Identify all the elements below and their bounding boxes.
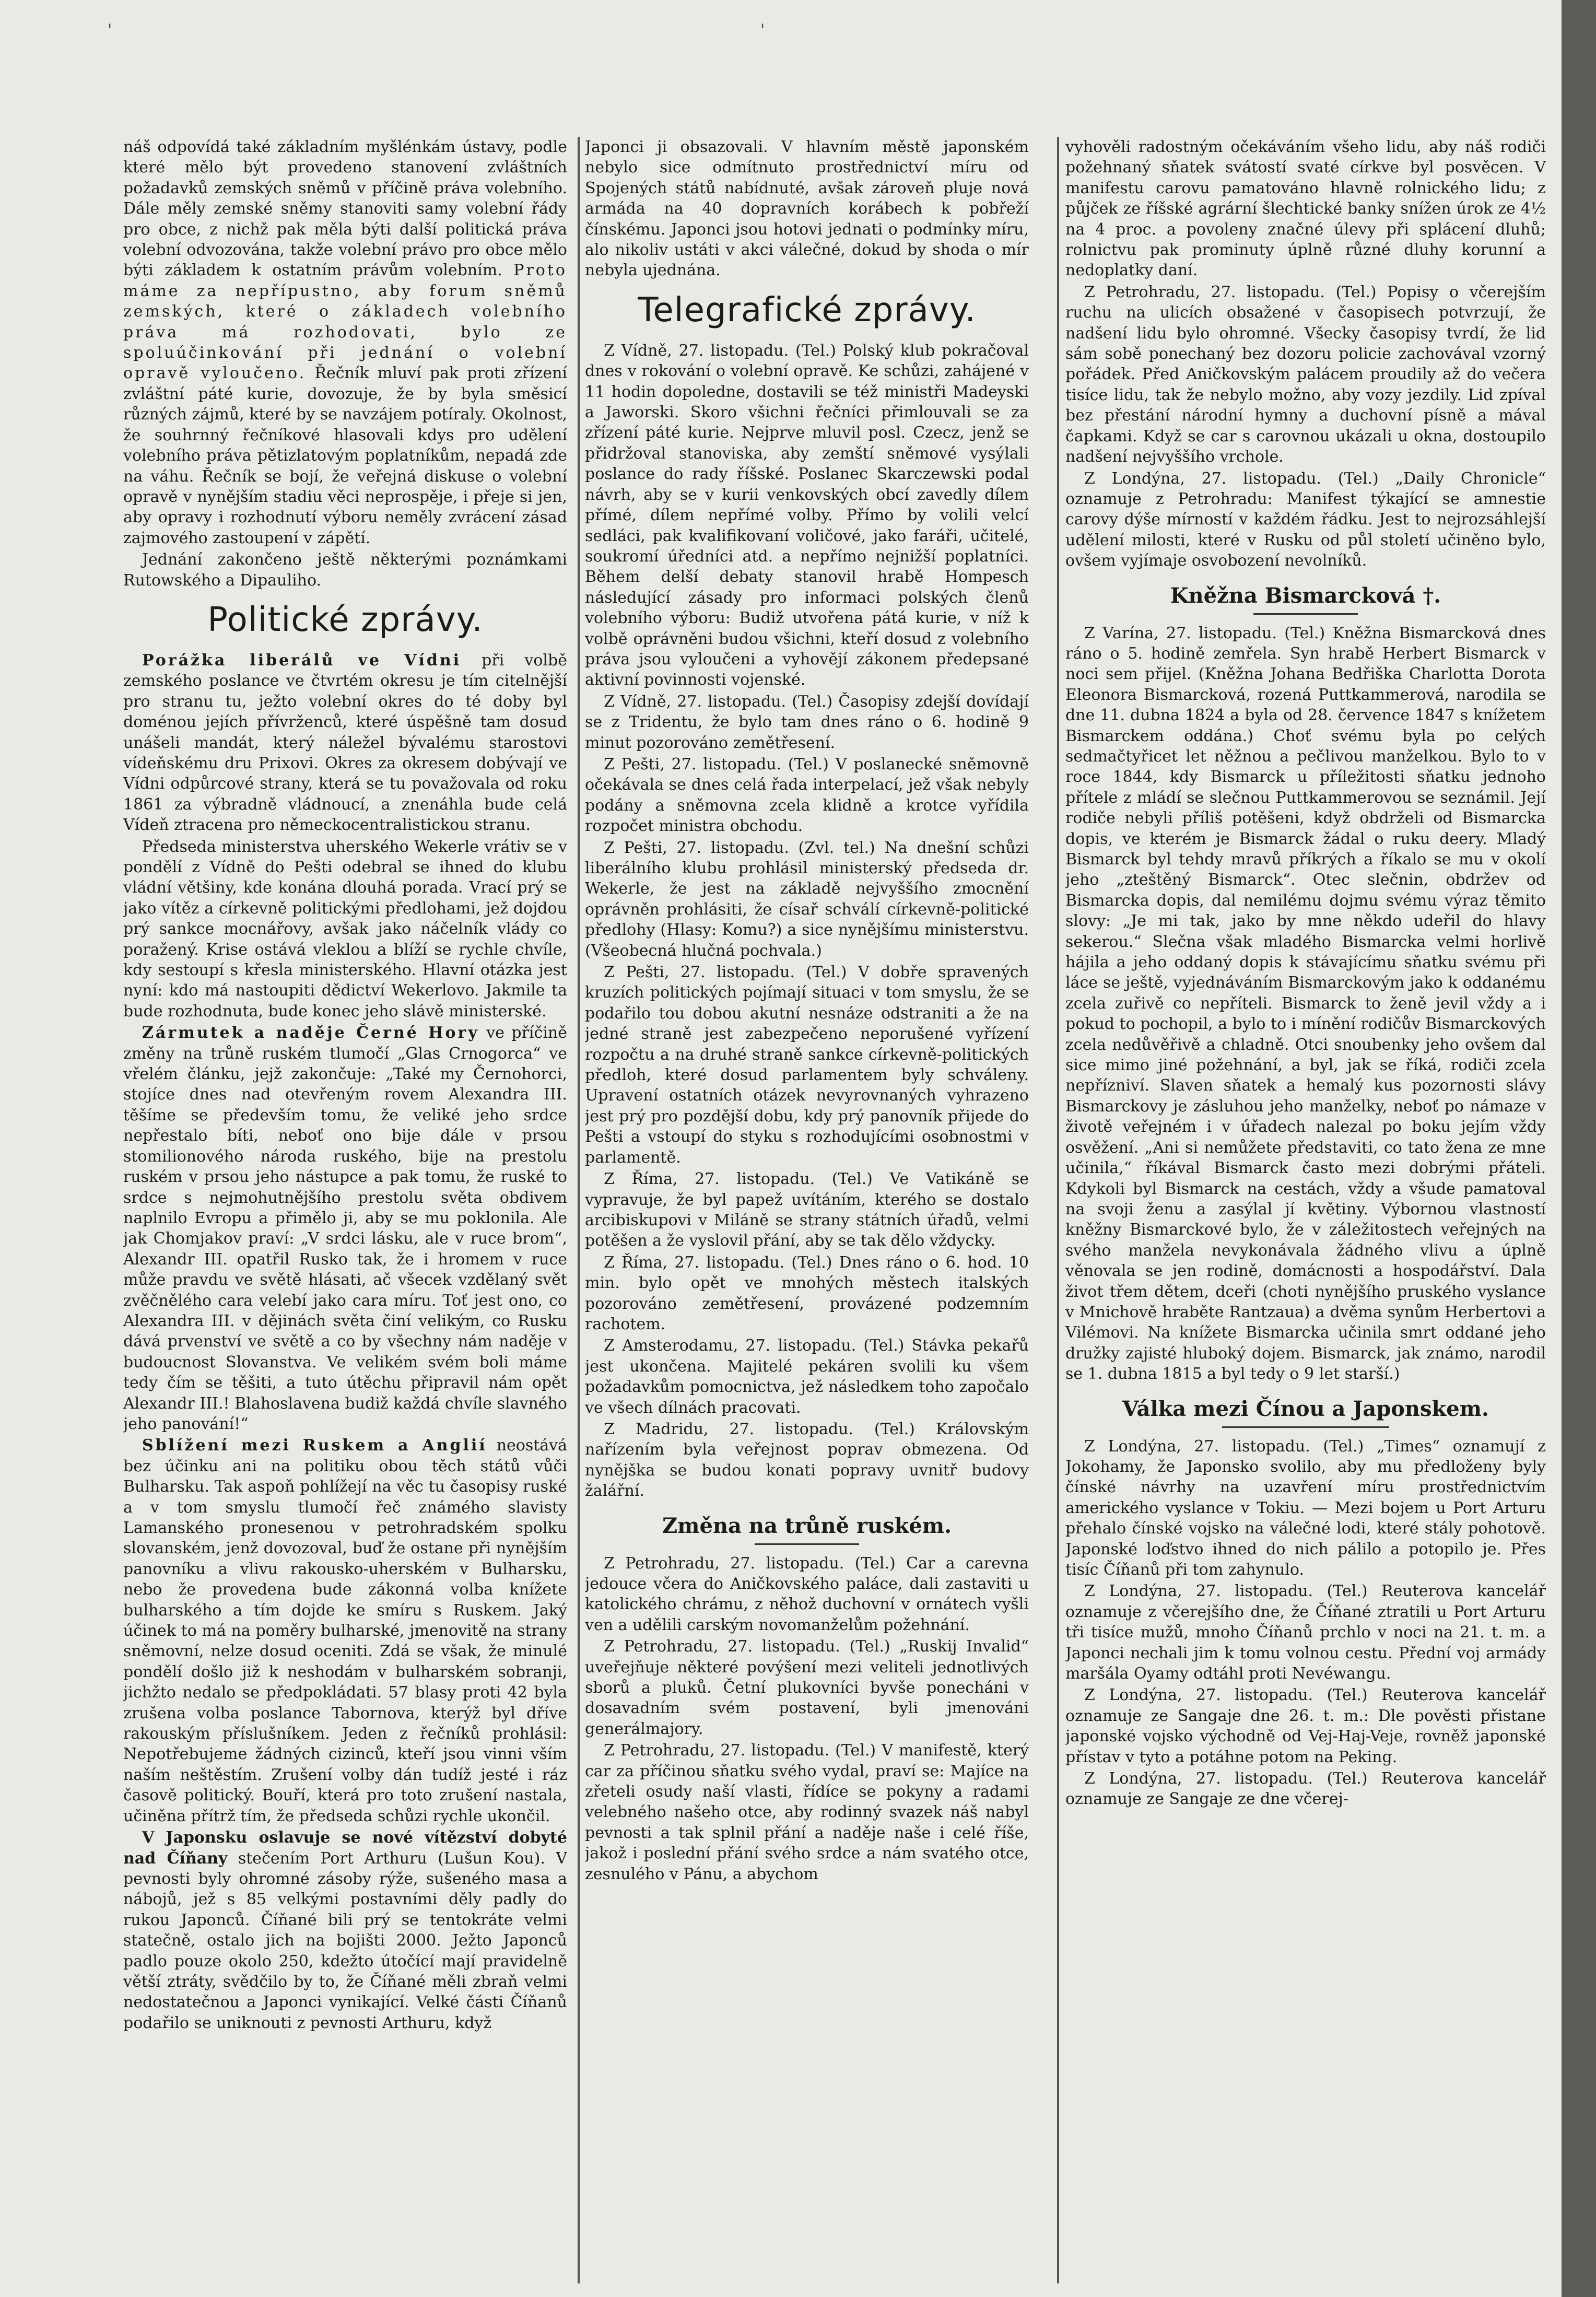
telegram-item: Z Madridu, 27. listopadu. (Tel.) Královským nařízením byla veřejnost poprav obmezena. Od nynějška se budou konati popravy uvnitř budovy žalářní. (585, 1420, 1029, 1501)
telegram-item: Z Petrohradu, 27. listopadu. (Tel.) „Ruskij Invalid“ uveřejňuje některé povýšení mezi veliteli jednotlivých sborů a pluků. Četní plukovníci byvše ponecháni v dosavadním svém postavení, byli jmenováni generálmajory. (585, 1637, 1029, 1738)
section-heading-valka: Válka mezi Čínou a Japonskem. (1122, 1396, 1489, 1421)
paragraph-text: ve příčině změny na trůně ruském tlumočí „Glas Crnogorca“ ve vřelém článku, jejž zakončuje: „Také my Černohorci, stojíce dnes nad otevřeným rovem Alexandra III. těšíme se především tomu, že veliké jeho srdce nepřestalo bíti, neboť ono bije dále v prsou stomilionového národa ruského, bije na prestolu ruském v prsou jeho nástupce a pak tomu, že ruské to srdce s nejmohutnějšího prestolu světa obdivem naplnilo Evropu a přimělo ji, aby se mu poklonila. Ale jak Chomjakov praví: „V srdci lásku, ale v ruce brom“, Alexandr III. opatřil Rusko tak, že i hromem v ruce může pravdu ve světě hlásati, ač všecek vzdělaný svět zvěčnělého cara velebí jako cara míru. Toť jest ono, co Alexandra III. v dějinách světa činí velikým, co Rusku dává prvenství ve světě a co by všechny nám naděje v budoucnost Slovanstva. Ve velikém svém boli máme tedy čím se těšiti, a tuto útěchu připravil nám opět Alexandr III.! Blahoslavena budiž každá chvíle slavného jeho panování!“ (123, 1024, 567, 1433)
article-paragraph (123, 1023, 567, 1434)
paragraph-text: Řečník mluví pak proti zřízení zvláštní páté kurie, dovozuje, že by byla směsicí různých zájmů, které by se navzájem potíraly. Okolnost, že souhrnný řečníkové hlasovali kdys pro udělení volebního práva pětizlatovým poplatníkům, nepadá zde na váhu. Řečník se bojí, že veřejná diskuse o volební opravě v nynějším stadiu věci neprospěje, i přeje si jen, aby opravy i rozhodnutí výboru neměly zvrácení zásad zajmového zastoupení v zápětí. (123, 364, 567, 547)
section-heading-telegraficke-zpravy: Telegrafické zprávy. (638, 290, 976, 330)
section-heading-zmena-na-trune: Změna na trůně ruském. (662, 1513, 952, 1538)
corner-mark-center: ' (760, 21, 765, 39)
article-paragraph: Japonci ji obsazovali. V hlavním městě japonském nebylo sice odmítnuto prostřednictví míru od Spojených států nabídnuté, avšak zároveň pluje nová armáda na 40 dopravních korábech k pobřeží čínskému. Japonci jsou hotovi jednati o podmínky míru, alo nikoliv ustáti v akci válečné, dokud by shoda o mír nebyla ujednána. (585, 138, 1029, 280)
paragraph-text: náš odpovídá také základním myšlénkám ústavy, podle které mělo být provedeno stanovení zvláštních požadavků zemských sněmů v příčině práva volebního. Dále měly zemské sněmy stanoviti samy volební řády pro obce, z nichž pak měla býti další politická práva volební odvozována, takže volební právo pro obce mělo býti základem k ostatním právům volebním. (123, 138, 567, 280)
article-paragraph: Předseda ministerstva uherského Wekerle vrátiv se v pondělí z Vídně do Pešti odebral se ihned do klubu vládní většiny, kde konána dlouhá porada. Vrací prý se jako vítěz a církevně politickými předlohami, jež dojdou prý sankce mocnářovy, avšak jako náčelník vlády co poražený. Krise ostává vleklou a blíží se rychle chvíle, kdy sestoupí s křesla ministerského. Hlavní otázka jest nyní: kdo má nastoupiti dědictví Wekerlovo. Jakmile ta bude rozhodnuta, bude konec jeho slávě ministerské. (123, 837, 567, 1021)
article-paragraph (123, 650, 567, 836)
telegram-item: Z Říma, 27. listopadu. (Tel.) Ve Vatikáně se vypravuje, že byl papež uvítáním, kterého se dostalo arcibiskupovi v Miláně se strany státních úřadů, velmi potěšen a že vyslovil přání, aby se tak dělo vždycky. (585, 1170, 1029, 1250)
section-heading-politicke-zpravy: Politické zprávy. (207, 600, 483, 639)
telegram-item: Z Petrohradu, 27. listopadu. (Tel.) Popisy o včerejším ruchu na ulicích obsažené v časopisech potvrzují, že nadšení lidu bylo ohromné. Všecky časopisy tvrdí, že lid sám sobě ponechaný bez dozoru policie zachovával vzorný pořádek. Před Aničkovským palácem proudily až do večera tisíce lidu, tak že nebylo možno, aby vozy jezdily. Lid zpíval bez přestání národní hymny a duchovní písně a mával čapkami. Když se car s carovnou ukázali u okna, dostoupilo nadšení nejvyššího vrchole. (1065, 283, 1546, 466)
article-paragraph: Jednání zakončeno ještě některými poznámkami Rutowského a Dipauliho. (123, 550, 567, 590)
telegram-item: Z Říma, 27. listopadu. (Tel.) Dnes ráno o 6. hod. 10 min. bylo opět ve mnohých městech italských pozorováno zemětřesení, provázené podzemním rachotem. (585, 1253, 1029, 1333)
heading-underline (1253, 613, 1358, 615)
column-3 (1065, 137, 1546, 2278)
paragraph-lead: Porážka liberálů ve Vídni (142, 651, 462, 670)
page-edge-shadow (1562, 0, 1596, 2297)
telegram-item: Z Londýna, 27. listopadu. (Tel.) „Times“ oznamují z Jokohamy, že Japonsko svolilo, aby mu předloženy byly čínské návrhy na uzavření míru prostřednictvím amerického vyslance v Tokiu. — Mezi bojem u Port Arturu přehalo čínské vojsko na válečné lodi, které stály pohotově. Japonské loďstvo ihned do nich pálilo a potopilo je. Přes tisíc Číňanů při tom zahynulo. (1065, 1437, 1546, 1579)
telegram-item: Z Pešti, 27. listopadu. (Tel.) V dobře spravených kruzích politických pojímají situaci v tom smyslu, že se podařilo tou dobou akutní nesnáze odstraniti a že na jedné straně jest zabezpečeno neporušené vyřízení rozpočtu a na druhé straně sankce církevně-politických předloh, které dosud parlamentem byly schváleny. Upravení ostatních otázek nevyrovnaných vyhrazeno jest prý pro pozdější dobu, kdy prý panovník přijede do Pešti a vstoupí do styku s rozhodujícími osobnostmi v parlamentě. (585, 963, 1029, 1167)
column-rule-1 (578, 137, 580, 2283)
article-paragraph (123, 1435, 567, 1826)
article-paragraph (123, 1827, 567, 2033)
heading-underline (755, 1543, 859, 1545)
paragraph-text: neostává bez účinku ani na politiku obou těch států vůči Bulharsku. Tak aspoň pohlížejí na věc tu časopisy ruské a v tom smyslu tlumočí řeč známého slavisty Lamanského pronesenou v petrohradském spolku slovanském, jenž dovozoval, buď že ostane při nynějším panovníku a vlivu rakousko-uherském v Bulharsku, nebo že provedena bude zákonná volba knížete bulharského a tím dojde ke smíru s Ruskem. Jaký účinek to má na poměry bulharské, jmenovitě na strany sněmovní, nelze dosud oceniti. Zdá se však, že minulé pondělí došlo již k neshodám v bulharském sobranji, jichžto nedalo se předpokládati. 57 blasy proti 42 byla zrušena volba poslance Tabornova, kterýž byl dříve rakouským příslušníkem. Jeden z řečníků prohlásil: Nepotřebujeme žádných cizinců, kteří jsou vinni vším naším neštěstím. Zrušení volby dán tudíž jesté i ráz časově politický. Bouří, která pro toto zrušení nastala, učiněna přítrž tím, že předseda schůzi rychle ukončil. (123, 1436, 567, 1825)
telegram-item: Z Vídně, 27. listopadu. (Tel.) Polský klub pokračoval dnes v rokování o volební opravě. Ke schůzi, zahájené v 11 hodin dopoledne, dostavili se též ministři Madeyski a Jaworski. Skoro všichni řečníci přimlouvali se za zřízení páté kurie. Nejprve mluvil posl. Czecz, jenž se přidržoval stanoviska, aby zemští sněmové vysýlali poslance do rady říšské. Poslanec Skarczewski podal návrh, aby se v kurii venkovských obcí zavedly dílem přímé, dílem nepřímé volby. Přímo by volili velcí sedláci, pak kvalifikovaní voličové, jako faráři, učitelé, soukromí úředníci atd. a nepřímo nejnižší poplatníci. Během delší debaty stanovil hrabě Hompesch následující zásady pro informaci polských členů volebního výboru: Budiž utvořena pátá kurie, v níž k volbě oprávněni budou všichni, kteří dosud z volebního práva jsou vyloučeni a vyhovějí zákonem předepsané aktivní povinnosti vojenské. (585, 341, 1029, 689)
article-paragraph: vyhověli radostným očekáváním všeho lidu, aby náš rodiči požehnaný sňatek svátostí svaté církve byl posvěcen. V manifestu carovu pamatováno hlavně rolnického lidu; z půjček ze říšské agrární šlechtické banky snížen úrok ze 4½ na 4 proc. a povoleny značné úlevy při splácení dluhů; rolnictvu pak prominuty úplně různé dluhy korunní a nedoplatky daní. (1065, 138, 1546, 280)
telegram-item: Z Pešti, 27. listopadu. (Tel.) V poslanecké sněmovně očekávala se dnes celá řada interpelací, jež však nebyly podány a sněmovna zcela klidně a krotce vyřídila rozpočet ministra obchodu. (585, 755, 1029, 836)
paragraph-text: při volbě zemského poslance ve čtvrtém okresu je tím citelnější pro stranu tu, ježto volební okres do té doby byl doménou jejích přívrženců, které úspěšně tam dosud unášeli mandát, který náležel bývalému starostovi vídeňskému dru Prixovi. Okres za okresem dobývají ve Vídni odpůrcové strany, která se tu považovala od roku 1861 za výbradně vládnoucí, a znenáhla bude celá Vídeň ztracena pro německocentralistickou stranu. (123, 651, 567, 835)
telegram-item: Z Varína, 27. listopadu. (Tel.) Kněžna Bismarcková dnes ráno o 5. hodině zemřela. Syn hrabě Herbert Bismarck v noci sem přijel. (Kněžna Johana Bedřiška Charlotta Dorota Eleonora Bismarcková, rozená Puttkammerová, narodila se dne 11. dubna 1824 a byla od 28. července 1847 s knížetem Bismarckem oddána.) Choť svému byla po celých sedmačtyřicet let něžnou a pečlivou manželkou. Bylo to v roce 1844, kdy Bismarck u příležitosti sňatku jednoho přítele z mládí se slečnou Puttkammerovou se seznámil. Její rodiče nebyli příliš potěšeni, když obdrželi od Bismarcka dopis, ve kterém je Bismarck žádal o ruku deery. Mladý Bismarck byl tehdy mravů příkrých a říkalo se mu v okolí jeho „zteštěný Bismarck“. Otec slečnin, obdržev od Bismarcka dopis, dal nemilému dojmu svému výraz těmito slovy: „Je mi tak, jako by mne někdo udeřil do hlavy sekerou.“ Slečna však mladého Bismarcka velmi horlivě hájila a jeho oddaný dopis k stávajícímu sňatku svému při láce se ještě, vyjednáváním Bismarckovým jako k oddanému zcela zuřivě co nepříteli. Bismarck to ženě jevil vždy a i pokud to pochopil, a bylo to i mínění rodičův Bismarckových zcela nedůvěřivě a chladně. Otci snoubenky jeho ovšem dal sice mimo jiné požehnání, a byl, jak se říká, rodiči zcela nepřízniví. Slaven sňatek a hemalý kus pozornosti slávy Bismarckovy je zásluhou jeho manželky, neboť po námaze v životě veřejném i v úřadech nalezal po boku jejím vždy osvěžení. „Ani si nemůžete představiti, co tato žena ze mne učinila,“ říkával Bismarck často mezi dobrými přáteli. Kdykoli byl Bismarck na cestách, vždy a všude pamatoval na svoji ženu a zasýlal jí květiny. Výbornou vlastností kněžny Bismarckové bylo, že v záležitostech veřejných na svého manžela nevykonávala žádného vlivu a úplně věnovala se jen rodině, domácnosti a hospodářství. Dala život třem dětem, dceři (choti nynějšího pruského vyslance v Mnichově hraběte Rantzaua) a dvěma synům Herbertovi a Vilémovi. Na knížete Bismarcka učinila smrt oddané jeho družky zajisté hluboký dojem. Bismarck, jak známo, narodil se 1. dubna 1815 a byl tedy o 9 let starší.) (1065, 624, 1546, 1384)
telegram-item: Z Petrohradu, 27. listopadu. (Tel.) V manifestě, který car za příčinou sňatku svého vydal, praví se: Majíce na zřeteli osudy naší vlasti, řídíce se pokyny a radami velebného našeho otce, aby rodinný svazek náš nabyl pevnosti a tak splnil přání a naděje naše i celé říše, jakož i poslední přání svého srdce a nám svatého otce, zesnulého v Pánu, a abychom (585, 1741, 1029, 1883)
paragraph-lead: Sblížení mezi Ruskem a Anglií (142, 1436, 487, 1455)
section-heading-knezna-bismarckova: Kněžna Bismarcková †. (1170, 583, 1441, 608)
column-1 (123, 137, 567, 2278)
telegram-item: Z Amsterodamu, 27. listopadu. (Tel.) Stávka pekařů jest ukončena. Majitelé pekáren svolili ku všem požadavkům pomocnictva, jež následkem toho započalo ve všech dílnách pracovati. (585, 1337, 1029, 1417)
corner-mark-left: ' (108, 21, 112, 39)
telegram-item: Z Londýna, 27. listopadu. (Tel.) „Daily Chronicle“ oznamuje z Petrohradu: Manifest týkající se amnestie carovy dýše mírností v každém řádku. Jest to nejrozsáhlejší udělení milosti, které v Rusku od půl století učiněno bylo, ovšem vyjímaje osvobození nevolníků. (1065, 469, 1546, 570)
paragraph-text-spaced: Proto máme za nepřípustno, aby forum sněmů zemských, které o základech volebního práva má rozhodovati, bylo ze spoluúčinkování při jednání o volební opravě vyloučeno. (123, 261, 567, 383)
paragraph-lead: V Japonsku oslavuje se nové vítězství dobyté nad Číňany (123, 1829, 567, 1868)
telegram-item: Z Londýna, 27. listopadu. (Tel.) Reuterova kancelář oznamuje ze Sangaje ze dne včerej- (1065, 1769, 1546, 1809)
paragraph-lead: Zármutek a naděje Černé Hory (142, 1024, 479, 1042)
column-rule-2 (1057, 137, 1059, 2283)
article-paragraph (123, 137, 567, 548)
telegram-item: Z Londýna, 27. listopadu. (Tel.) Reuterova kancelář oznamuje ze Sangaje dne 26. t. m.: Dle pověsti přistane japonské vojsko východně od Vej-Haj-Veje, rovněž japonské přístav v tyto a potáhne potom na Peking. (1065, 1686, 1546, 1766)
telegram-item: Z Londýna, 27. listopadu. (Tel.) Reuterova kancelář oznamuje z včerejšího dne, že Číňané ztratili u Port Arturu tři tisíce mužů, mnoho Číňanů prchlo v noci na 21. t. m. a Japonci nechali jim k tomu volnou cestu. Přední voj armády maršála Oyamy odtáhl proti Nevéwangu. (1065, 1582, 1546, 1683)
heading-underline (1222, 1426, 1389, 1428)
telegram-item: Z Petrohradu, 27. listopadu. (Tel.) Car a carevna jedouce včera do Aničkovského paláce, dali zastaviti u katolického chrámu, z něhož duchovní v ornátech vyšli ven a udělili carským novomanželům požehnání. (585, 1554, 1029, 1634)
paragraph-text: stečením Port Arthuru (Lušun Kou). V pevnosti byly ohromné zásoby rýže, sušeného masa a nábojů, jež s 85 velkými postavními děly padly do rukou Japonců. Číňané bili prý se tentokráte velmi statečně, ostalo jich na bojišti 2000. Ježto Japonců padlo pouze okolo 250, kdežto útočící mají pravidelně větší ztráty, svědčilo by to, že Číňané měli zbraň velmi nedostatečnou a Japonci vynikající. Velké části Číňanů podařilo se uniknouti z pevnosti Arthuru, když (123, 1849, 567, 2032)
column-2 (585, 137, 1029, 2278)
telegram-item: Z Vídně, 27. listopadu. (Tel.) Časopisy zdejší dovídají se z Tridentu, že bylo tam dnes ráno o 6. hodině 9 minut pozorováno zemětřesení. (585, 692, 1029, 752)
telegram-item: Z Pešti, 27. listopadu. (Zvl. tel.) Na dnešní schůzi liberálního klubu prohlásil ministerský předseda dr. Wekerle, že jest na základě nejvyššího zmocnění oprávněn prohlásiti, že císař schválí církevně-politické předlohy (Hlasy: Komu?) a sice nynějšímu ministerstvu. (Všeobecná hlučná pochvala.) (585, 838, 1029, 960)
